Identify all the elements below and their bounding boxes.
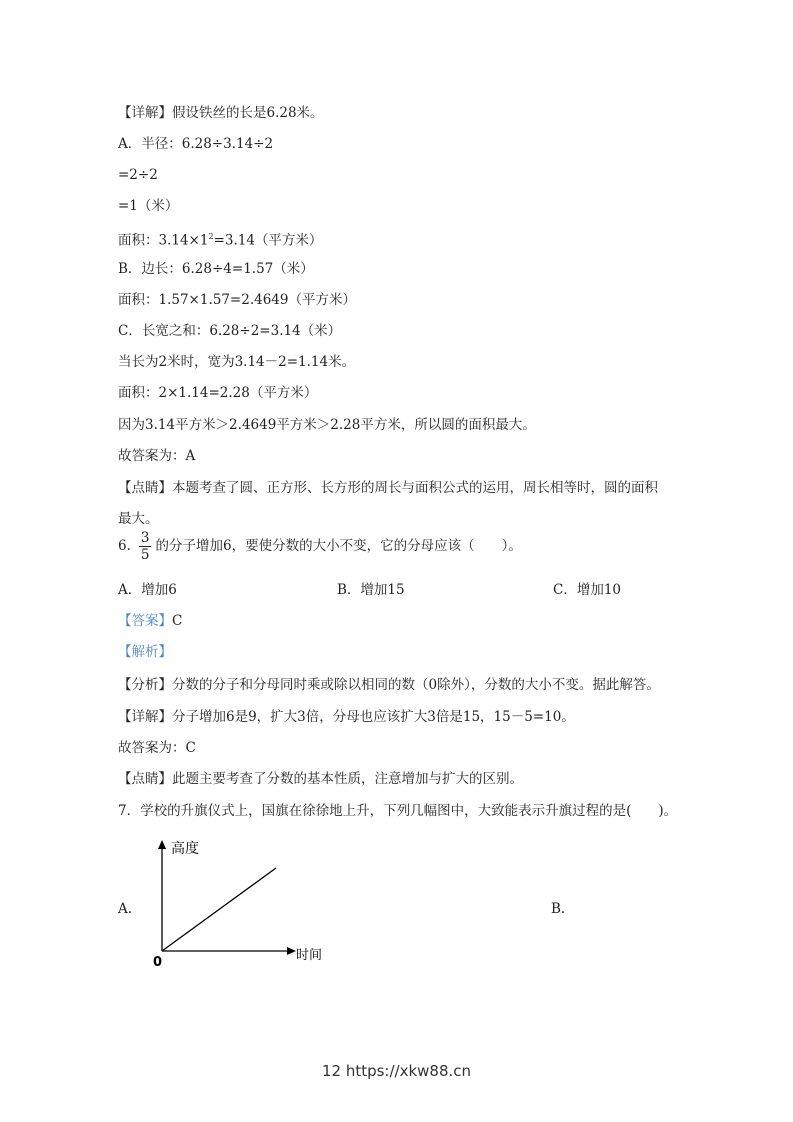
text-line: 故答案为：A	[118, 448, 196, 464]
text-line: 故答案为：C	[118, 740, 196, 756]
option-b: B．增加15	[337, 582, 405, 598]
question-number: 6.	[118, 538, 131, 554]
text-line: 面积：2×1.14=2.28（平方米）	[118, 385, 318, 401]
text-line: C．长宽之和：6.28÷2=3.14（米）	[118, 323, 342, 339]
text-line: B．边长：6.28÷4=1.57（米）	[118, 261, 314, 277]
text-line: 面积：1.57×1.57=2.4649（平方米）	[118, 292, 356, 308]
height-line	[162, 868, 276, 951]
area-result: =3.14（平方米）	[213, 232, 323, 249]
y-axis-label: 高度	[171, 841, 199, 857]
option-a: A．增加6	[118, 582, 177, 598]
numerator: 3	[140, 530, 150, 546]
option-b-label: B.	[551, 901, 566, 917]
text-line: A．半径：6.28÷3.14÷2	[118, 136, 274, 152]
origin-label: 0	[153, 955, 163, 970]
height-time-graph	[150, 835, 330, 970]
answer-value: C	[172, 613, 183, 629]
analysis-label: 【解析】	[118, 644, 172, 660]
text-line: 因为3.14平方米＞2.4649平方米＞2.28平方米，所以圆的面积最大。	[118, 417, 536, 433]
text-line: =1（米）	[118, 198, 179, 214]
option-c: C．增加10	[553, 582, 622, 598]
text-line	[118, 228, 322, 250]
question-text: 的分子增加6，要使分数的大小不变，它的分母应该（ ）。	[155, 538, 522, 554]
question-7-text: 7．学校的升旗仪式上，国旗在徐徐地上升，下列几幅图中，大致能表示升旗过程的是( )。	[118, 803, 678, 819]
text-line: 【点睛】本题考查了圆、正方形、长方形的周长与面积公式的运用，周长相等时，圆的面积	[118, 480, 658, 496]
answer-line	[118, 612, 182, 630]
x-axis-arrow-icon	[287, 947, 296, 955]
text-line: 【分析】分数的分子和分母同时乘或除以相同的数（0除外），分数的大小不变。据此解答。	[118, 677, 660, 693]
answer-label: 【答案】	[118, 613, 172, 629]
question-6	[118, 530, 522, 563]
area-formula: 面积：3.14×1	[118, 232, 209, 249]
x-axis-label: 时间	[296, 948, 323, 963]
denominator: 5	[140, 547, 150, 563]
text-line: 最大。	[118, 511, 159, 527]
text-line: 【详解】假设铁丝的长是6.28米。	[118, 105, 324, 121]
page-footer: 12 https://xkw88.cn	[321, 1062, 472, 1080]
option-a-label: A.	[118, 901, 133, 917]
y-axis-arrow-icon	[158, 840, 166, 849]
text-line: 当长为2米时，宽为3.14－2=1.14米。	[118, 354, 356, 370]
text-line: 【点睛】此题主要考查了分数的基本性质，注意增加与扩大的区别。	[118, 771, 523, 787]
text-line: =2÷2	[118, 167, 158, 183]
fraction	[139, 530, 152, 563]
exponent: 2	[208, 232, 214, 241]
text-line: 【详解】分子增加6是9，扩大3倍，分母也应该扩大3倍是15，15－5=10。	[118, 709, 575, 725]
